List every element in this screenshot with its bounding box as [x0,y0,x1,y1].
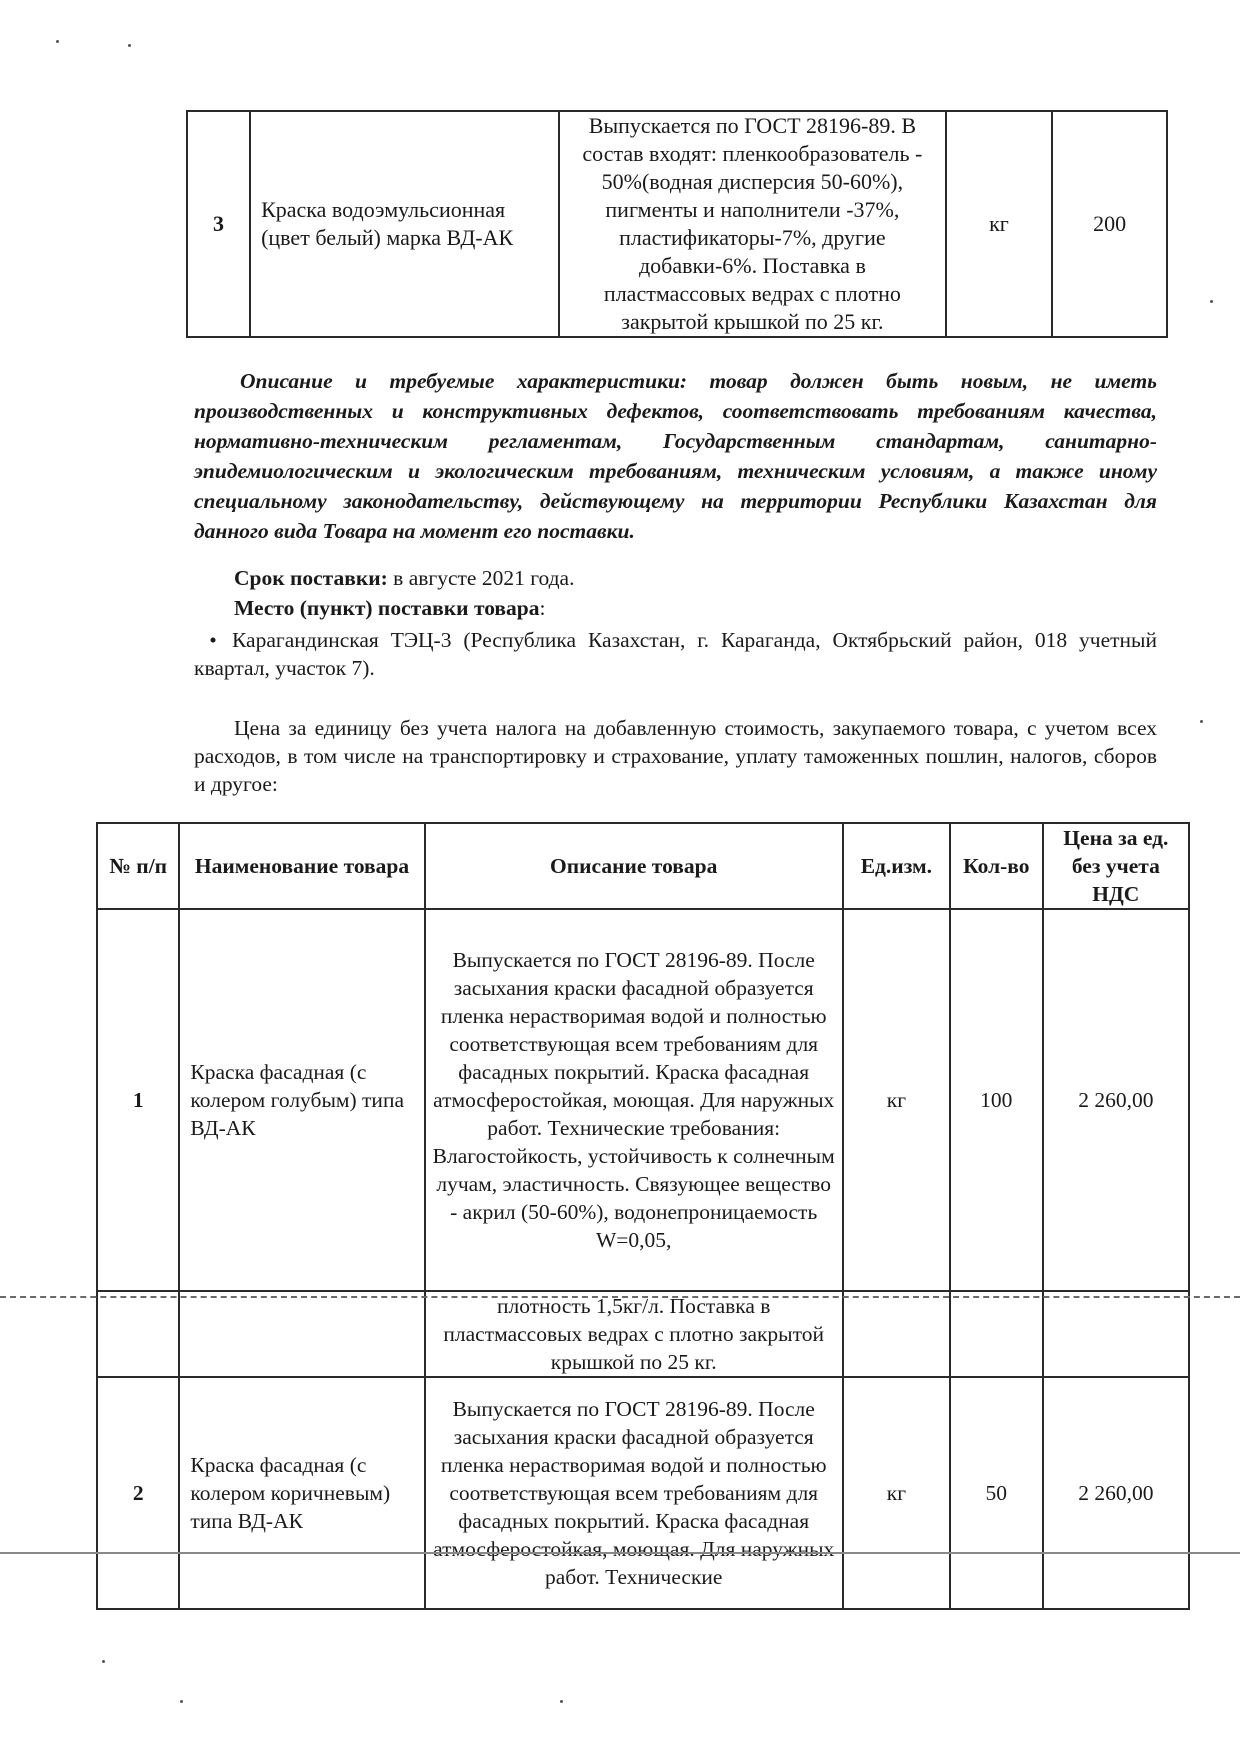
product-description: Выпускается по ГОСТ 28196-89. После засыхания краски фасадной образуется пленка нерастворимая водой и полностью соответствующая всем требованиям для фасадных покрытий. Краска фасадная атмосферостойкая, моющая. Для наружных работ. Технические требования: Влагостойкость, устойчивость к солнечным лучам, эластичность. Связующее вещество - акрил (50-60%), водонепроницаемость W=0,05, [425,909,843,1291]
price-intro-paragraph: Цена за единицу без учета налога на добавленную стоимость, закупаемого товара, с учетом всех расходов, в том числе на транспортировку и страхование, уплату таможенных пошлин, налогов, сборов и другое: [194,716,1157,796]
quantity-cell: 200 [1052,111,1167,337]
scan-speck [1200,720,1203,723]
unit-cell: кг [843,909,950,1291]
header-qty: Кол-во [950,823,1043,909]
unit-cell: кг [946,111,1052,337]
product-description: Выпускается по ГОСТ 28196-89. После засыхания краски фасадной образуется пленка нерастворимая водой и полностью соответствующая всем требованиям для фасадных покрытий. Краска фасадная атмосферостойкая, моющая. Для наружных работ. Технические [425,1377,843,1609]
price-table [96,822,1190,1610]
delivery-term [234,564,574,592]
unit-cell: кг [843,1377,950,1609]
delivery-term-value: в августе 2021 года. [387,566,575,590]
product-description: Выпускается по ГОСТ 28196-89. В состав входят: пленкообразователь - 50%(водная дисперсия 50-60%), пигменты и наполнители -37%, пластификаторы-7%, другие добавки-6%. Поставка в пластмассовых ведрах с плотно закрытой крышкой по 25 кг. [559,111,946,337]
delivery-term-label: Срок поставки: [234,566,388,590]
scan-speck [128,44,131,47]
header-num: № п/п [97,823,179,909]
table-row [187,111,1167,337]
empty-cell [950,1291,1043,1377]
header-unit: Ед.изм. [843,823,950,909]
header-price: Цена за ед. без учета НДС [1043,823,1189,909]
price-cell: 2 260,00 [1043,909,1189,1291]
empty-cell [179,1291,424,1377]
row-number: 2 [97,1377,179,1609]
scan-cut-line [0,1296,1240,1298]
quantity-cell: 50 [950,1377,1043,1609]
address-text: Карагандинская ТЭЦ-3 (Республика Казахстан, г. Караганда, Октябрьский район, 018 учетный квартал, участок 7). [194,628,1157,680]
scan-cut-line [0,1552,1240,1554]
bullet-marker: • [209,628,217,652]
product-name: Краска водоэмульсионная (цвет белый) марка ВД-АК [250,111,559,337]
scan-speck [560,1700,563,1703]
product-name: Краска фасадная (с колером голубым) типа ВД-АК [179,909,424,1291]
row-number: 3 [187,111,250,337]
delivery-place-label: Место (пункт) поставки товара [234,596,540,620]
table-header-row [97,823,1189,909]
header-name: Наименование товара [179,823,424,909]
scan-speck [1210,300,1213,303]
delivery-place-address [194,626,1157,682]
requirements-paragraph: Описание и требуемые характеристики: товар должен быть новым, не иметь производственных и конструктивных дефектов, соответствовать требованиям качества, нормативно-техническим регламентам, Государственным стандартам, санитарно-эпидемиологическим и экологическим требованиям, техническим условиям, а также иному специальному законодательству, действующему на территории Республики Казахстан для данного вида Товара на момент его поставки. [194,369,1157,543]
product-description-continued: плотность 1,5кг/л. Поставка в пластмассовых ведрах с плотно закрытой крышкой по 25 кг. [425,1291,843,1377]
scan-speck [180,1700,183,1703]
quantity-cell: 100 [950,909,1043,1291]
scan-speck [102,1660,105,1663]
delivery-place-heading [234,594,546,622]
table-row [97,1377,1189,1609]
top-table [186,110,1168,338]
empty-cell [843,1291,950,1377]
row-number: 1 [97,909,179,1291]
header-description: Описание товара [425,823,843,909]
empty-cell [1043,1291,1189,1377]
table-row [97,909,1189,1291]
delivery-place-colon: : [539,596,546,620]
product-name: Краска фасадная (с колером коричневым) типа ВД-АК [179,1377,424,1609]
empty-cell [97,1291,179,1377]
price-cell: 2 260,00 [1043,1377,1189,1609]
table-row-continuation [97,1291,1189,1377]
scan-speck [56,40,59,43]
